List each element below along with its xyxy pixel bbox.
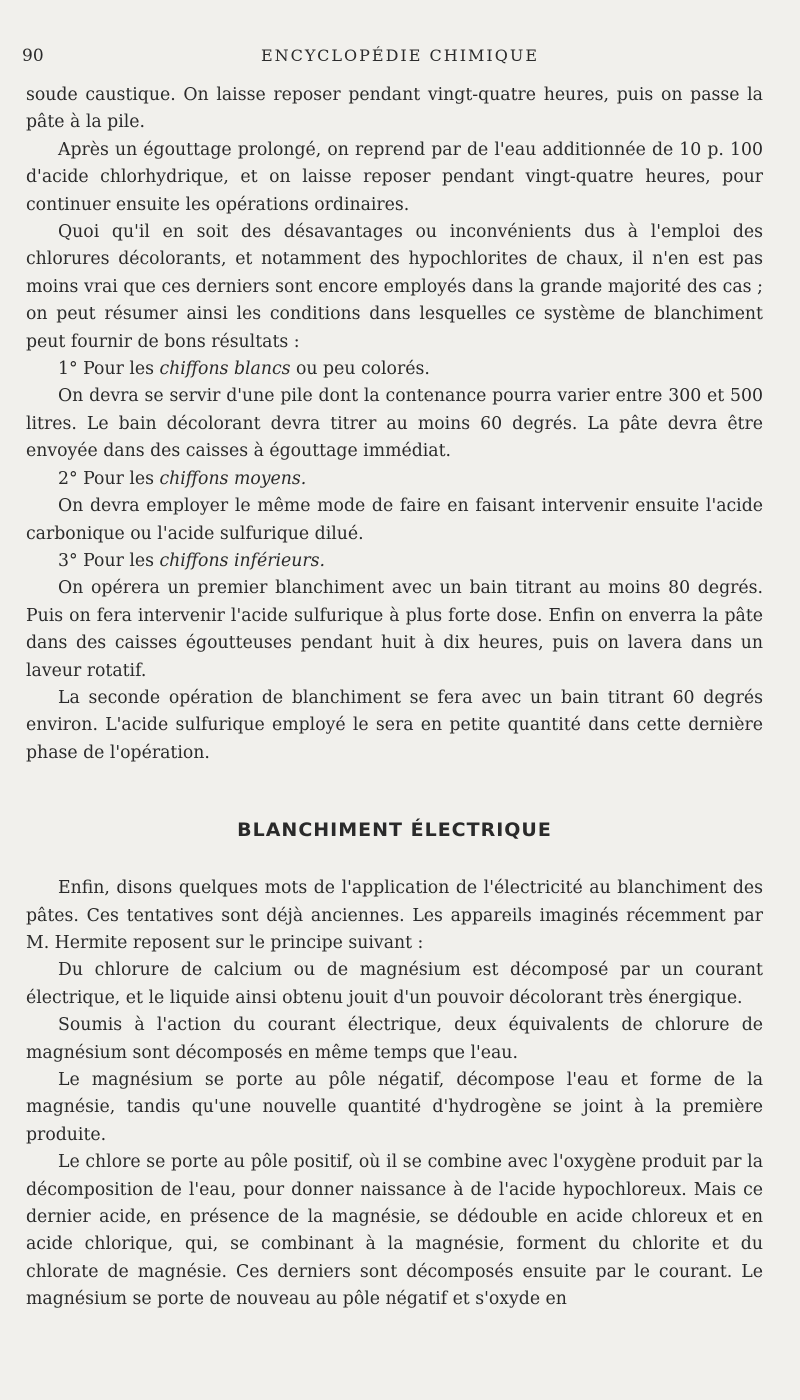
item-prefix: 3° Pour les [58,550,160,571]
paragraph: soude caustique. On laisse reposer pendant vingt-quatre heures, puis on passe la pâte à la pile. [26,85,763,133]
paragraph: Du chlorure de calcium ou de magnésium est décomposé par un courant électrique, et le liquide ainsi obtenu jouit d'un pouvoir décolorant très énergique. [26,960,763,1008]
paragraph: On devra employer le même mode de faire en faisant intervenir ensuite l'acide carbonique ou l'acide sulfurique dilué. [26,496,763,544]
item-emphasis: chiffons blancs [159,359,291,380]
paragraph: Quoi qu'il en soit des désavantages ou inconvénients dus à l'emploi des chlorures décolorants, et notamment des hypochlorites de chaux, il n'en est pas moins vrai que ces derniers sont encore employés dans la grande majorité des cas ; on peut résumer ainsi les conditions dans lesquelles ce système de blanchiment peut fournir de bons résultats : [26,222,763,352]
item-emphasis: chiffons inférieurs. [159,550,325,571]
paragraph: Enfin, disons quelques mots de l'application de l'électricité au blanchiment des pâtes. Ces tentatives sont déjà anciennes. Les appareils imaginés récemment par M. Hermite reposent sur le principe suivant : [26,878,763,953]
section-title: BLANCHIMENT ÉLECTRIQUE [237,819,552,842]
page-number: 90 [22,46,44,66]
item-prefix: 2° Pour les [58,468,160,489]
list-item-1 [26,356,763,383]
paragraph: On devra se servir d'une pile dont la contenance pourra varier entre 300 et 500 litres. Le bain décolorant devra titrer au moins 60 degrés. La pâte devra être envoyée dans des caisses à égouttage immédiat. [26,386,763,462]
paragraph: Le magnésium se porte au pôle négatif, décompose l'eau et forme de la magnésie, tandis qu'une nouvelle quantité d'hydrogène se joint à la première produite. [26,1070,763,1145]
running-head [0,46,800,70]
item-prefix: 1° Pour les [58,359,160,380]
item-emphasis: chiffons moyens. [159,468,307,489]
paragraph: La seconde opération de blanchiment se fera avec un bain titrant 60 degrés environ. L'acide sulfurique employé le sera en petite quantité dans cette dernière phase de l'opération. [26,687,763,763]
paragraph: On opérera un premier blanchiment avec un bain titrant au moins 80 degrés. Puis on fera intervenir l'acide sulfurique à plus forte dose. Enfin on enverra la pâte dans des caisses égoutteuses pendant huit à dix heures, puis on lavera dans un laveur rotatif. [26,578,763,681]
paragraph: Soumis à l'action du courant électrique, deux équivalents de chlorure de magnésium sont décomposés en même temps que l'eau. [26,1015,763,1063]
list-item-3 [26,548,763,575]
paragraph: Le chlore se porte au pôle positif, où il se combine avec l'oxygène produit par la décomposition de l'eau, pour donner naissance à de l'acide hypochloreux. Mais ce dernier acide, en présence de la magnésie, se dédouble en acide chloreux et en acide chlorique, qui, se combinant à la magnésie, forment du chlorite et du chlorate de magnésie. Ces derniers sont décomposés ensuite par le courant. Le magnésium se porte de nouveau au pôle négatif et s'oxyde en [26,1152,763,1310]
running-title: ENCYCLOPÉDIE CHIMIQUE [260,46,540,65]
paragraph: Après un égouttage prolongé, on reprend par de l'eau additionnée de 10 p. 100 d'acide chlorhydrique, et on laisse reposer pendant vingt-quatre heures, pour continuer ensuite les opérations ordinaires. [26,139,763,215]
body-text [26,82,763,1314]
list-item-2 [26,466,763,493]
item-suffix: ou peu colorés. [290,359,430,380]
